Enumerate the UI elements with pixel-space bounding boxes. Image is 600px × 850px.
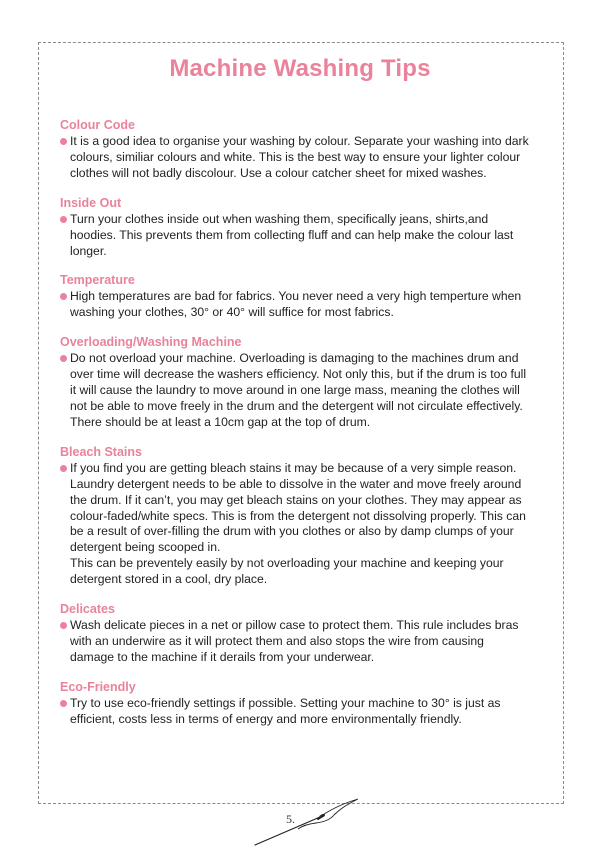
- bullet-item: [60, 618, 530, 666]
- bullet-item: [60, 134, 530, 182]
- section-text: Do not overload your machine. Overloading is damaging to the machines drum and over time will decrease the washers efficiency. Not only this, but if the drum is too full it will cause the laundry to move around in one large mass, meaning the clothes will not be able to move freely in the drum and the detergent will not circulate effectively. There should be at least a 10cm gap at the top of drum.: [70, 351, 527, 429]
- tips-content: [60, 117, 530, 741]
- bullet-item: [60, 461, 530, 588]
- section-heading: Eco-Friendly: [60, 679, 136, 694]
- bullet-item: [60, 351, 530, 431]
- page-number: 5.: [286, 812, 295, 826]
- tip-section-inside-out: [60, 195, 530, 260]
- bullet-dot-icon: [60, 355, 67, 362]
- bullet-item: [60, 696, 530, 728]
- tip-section-bleach-stains: [60, 444, 530, 588]
- bullet-item: [60, 289, 530, 321]
- tip-section-colour-code: [60, 117, 530, 182]
- bullet-dot-icon: [60, 293, 67, 300]
- section-heading: Delicates: [60, 602, 115, 617]
- section-text: Wash delicate pieces in a net or pillow case to protect them. This rule includes bras with an underwire as it will protect them and also stops the wire from causing damage to the machine if it derails from your underwear.: [70, 618, 519, 664]
- section-heading: Inside Out: [60, 195, 122, 210]
- tip-section-overloading: [60, 334, 530, 431]
- tip-section-delicates: [60, 601, 530, 666]
- bullet-item: [60, 212, 530, 260]
- section-text: Try to use eco-friendly settings if possible. Setting your machine to 30° is just as efficient, costs less in terms of energy and more environmentally friendly.: [70, 695, 501, 726]
- section-text: High temperatures are bad for fabrics. You never need a very high temperture when washing your clothes, 30° or 40° will suffice for most fabrics.: [70, 289, 522, 320]
- bullet-dot-icon: [60, 622, 67, 629]
- bullet-dot-icon: [60, 700, 67, 707]
- section-heading: Temperature: [60, 273, 135, 288]
- section-text-continued: This can be preventely easily by not overloading your machine and keeping your detergent stored in a cool, dry place.: [70, 556, 504, 587]
- section-text: If you find you are getting bleach stains it may be because of a very simple reason. Laundry detergent needs to be able to dissolve in the water and move freely around the drum. If it can’t, you may get bleach stains on your clothes. They may appear as colour-faded/white specs. This is from the detergent not dissolving properly. This can be a result of over-filling the drum with you clothes or also by damp clumps of your detergent being scooped in.: [70, 460, 526, 555]
- bullet-dot-icon: [60, 138, 67, 145]
- tip-section-temperature: [60, 272, 530, 321]
- section-text: It is a good idea to organise your washing by colour. Separate your washing into dark colours, similiar colours and white. This is the best way to ensure your lighter colour clothes will not badly discolour. Use a colour catcher sheet for mixed washes.: [70, 134, 529, 180]
- bullet-dot-icon: [60, 465, 67, 472]
- section-heading: Bleach Stains: [60, 444, 142, 459]
- needle-and-thread-icon: [250, 795, 370, 850]
- section-heading: Colour Code: [60, 118, 135, 132]
- page-title: Machine Washing Tips: [169, 55, 431, 82]
- bullet-dot-icon: [60, 216, 67, 223]
- tip-section-eco-friendly: [60, 679, 530, 728]
- section-text: Turn your clothes inside out when washing them, specifically jeans, shirts,and hoodies. This prevents them from collecting fluff and can help make the colour last longer.: [70, 211, 514, 258]
- section-heading: Overloading/Washing Machine: [60, 335, 242, 350]
